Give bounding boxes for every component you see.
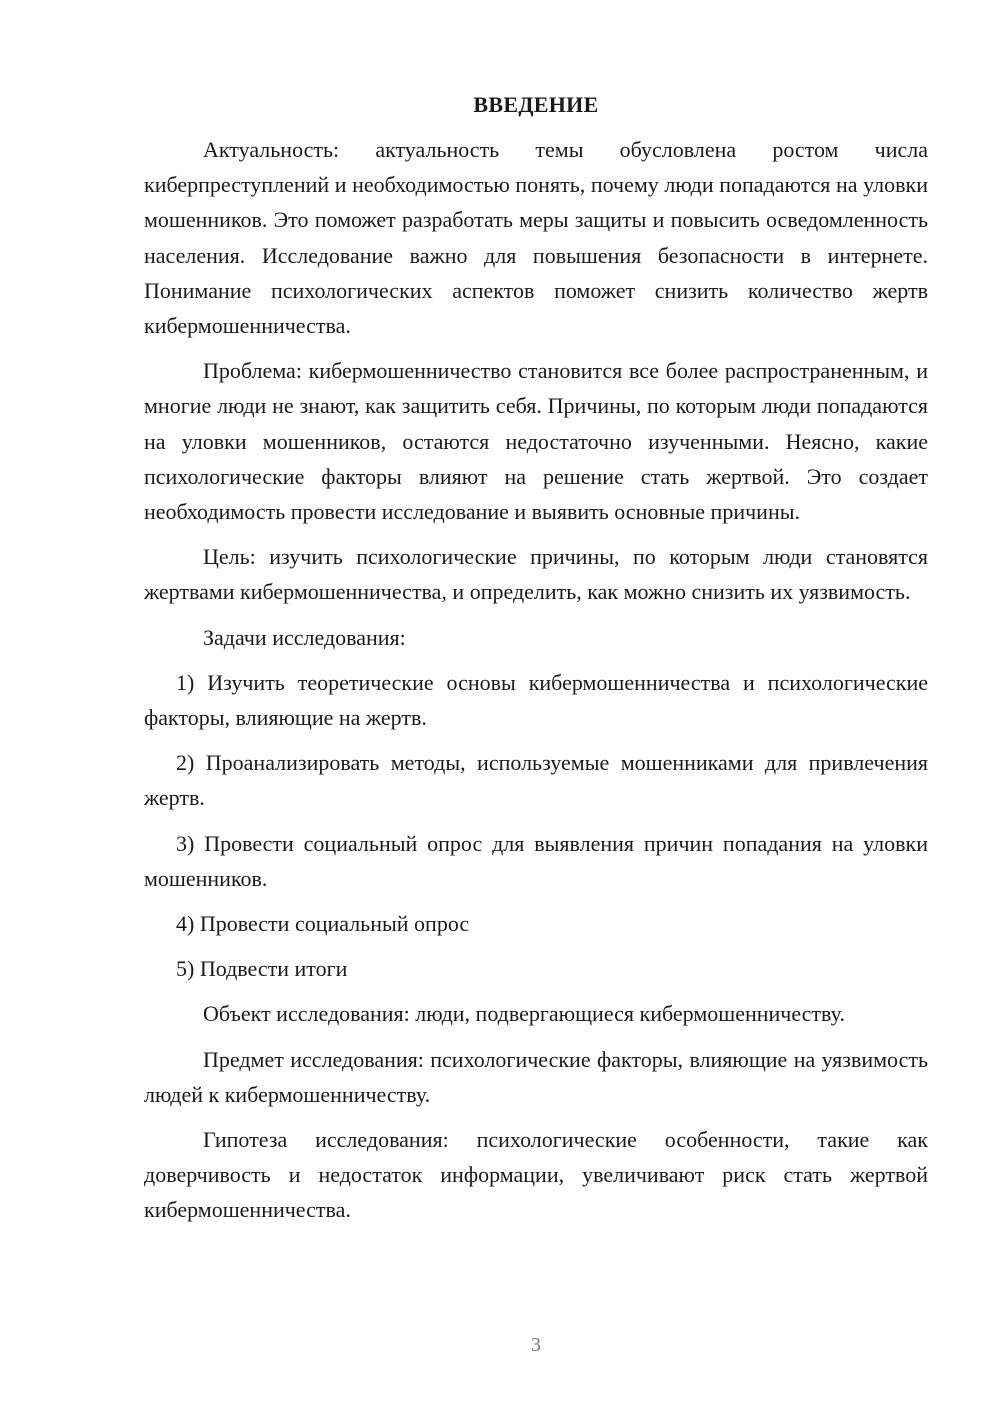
task-item-5: 5) Подвести итоги [176, 956, 348, 982]
task-item-1: 1) Изучить теоретические основы кибермошенничества и психологические факторы, влияющие на жертв. [144, 669, 928, 731]
task-item-3: 3) Провести социальный опрос для выявления причин попадания на уловки мошенников. [144, 830, 928, 891]
paragraph-subject: Предмет исследования: психологические факторы, влияющие на уязвимость людей к кибермошенничеству. [144, 1046, 928, 1107]
page-title: ВВЕДЕНИЕ [473, 92, 599, 117]
paragraph-relevance: Актуальность: актуальность темы обусловлена ростом числа киберпреступлений и необходимостью понять, почему люди попадаются на уловки мошенников. Это поможет разработать меры защиты и повысить осведомленность населения. Исследование важно для повышения безопасности в интернете. Понимание психологических аспектов поможет снизить количество жертв кибермошенничества. [144, 137, 928, 339]
paragraph-tasks-heading: Задачи исследования: [203, 624, 406, 650]
paragraph-hypothesis: Гипотеза исследования: психологические особенности, такие как доверчивость и недостаток информации, увеличивают риск стать жертвой кибермошенничества. [144, 1127, 928, 1223]
page-number: 3 [531, 1334, 541, 1356]
paragraph-problem: Проблема: кибермошенничество становится все более распространенным, и многие люди не знают, как защитить себя. Причины, по которым люди попадаются на уловки мошенников, остаются недостаточно изученными. Неясно, какие психологические факторы влияют на решение стать жертвой. Это создает необходимость провести исследование и выявить основные причины. [144, 358, 928, 525]
paragraph-object: Объект исследования: люди, подвергающиеся кибермошенничеству. [203, 1001, 845, 1027]
paragraph-goal: Цель: изучить психологические причины, по которым люди становятся жертвами кибермошенничества, и определить, как можно снизить их уязвимость. [144, 544, 928, 605]
task-item-2: 2) Проанализировать методы, используемые мошенниками для привлечения жертв. [144, 750, 928, 811]
task-item-4: 4) Провести социальный опрос [176, 911, 470, 937]
document-page [144, 92, 928, 1238]
